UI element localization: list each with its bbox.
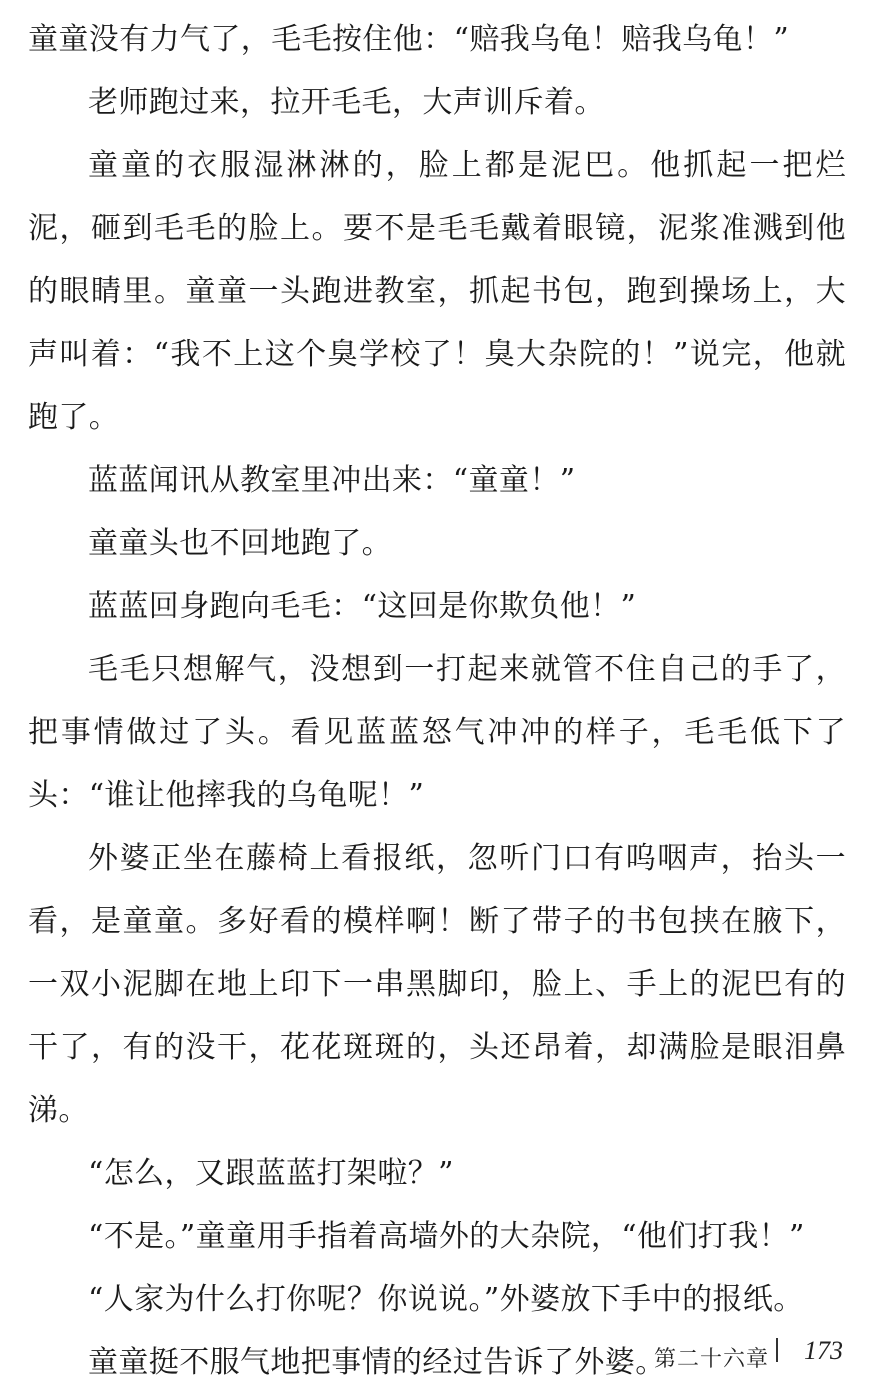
chapter-label: 第二十六章 (653, 1347, 769, 1372)
footer-divider (776, 1338, 778, 1362)
paragraph: “怎么，又跟蓝蓝打架啦？” (88, 1156, 454, 1191)
paragraph: 蓝蓝回身跑向毛毛：“这回是你欺负他！” (88, 589, 637, 624)
body-text (28, 8, 846, 1394)
paragraph: 毛毛只想解气，没想到一打起来就管不住自己的手了，把事情做过了头。看见蓝蓝怒气冲冲的样子，毛毛低下了头：“谁让他摔我的乌龟呢！” (28, 652, 846, 813)
paragraph: 童童挺不服气地把事情的经过告诉了外婆。 (88, 1345, 666, 1380)
paragraph: 蓝蓝闻讯从教室里冲出来：“童童！” (88, 463, 576, 498)
paragraph: 老师跑过来，拉开毛毛，大声训斥着。 (88, 85, 605, 120)
page-number: 173 (804, 1336, 843, 1365)
paragraph: “不是。”童童用手指着高墙外的大杂院，“他们打我！” (88, 1219, 805, 1254)
paragraph: 童童没有力气了，毛毛按住他：“赔我乌龟！赔我乌龟！” (28, 22, 790, 57)
paragraph: 童童头也不回地跑了。 (88, 526, 392, 561)
paragraph: “人家为什么打你呢？你说说。”外婆放下手中的报纸。 (88, 1282, 804, 1317)
paragraph: 外婆正坐在藤椅上看报纸，忽听门口有呜咽声，抬头一看，是童童。多好看的模样啊！断了带子的书包挟在腋下，一双小泥脚在地上印下一串黑脚印，脸上、手上的泥巴有的干了，有的没干，花花斑斑的，头还昂着，却满脸是眼泪鼻涕。 (28, 841, 846, 1128)
paragraph: 童童的衣服湿淋淋的，脸上都是泥巴。他抓起一把烂泥，砸到毛毛的脸上。要不是毛毛戴着眼镜，泥浆准溅到他的眼睛里。童童一头跑进教室，抓起书包，跑到操场上，大声叫着：“我不上这个臭学校了！臭大杂院的！”说完，他就跑了。 (28, 148, 846, 435)
page-footer (0, 1334, 873, 1374)
